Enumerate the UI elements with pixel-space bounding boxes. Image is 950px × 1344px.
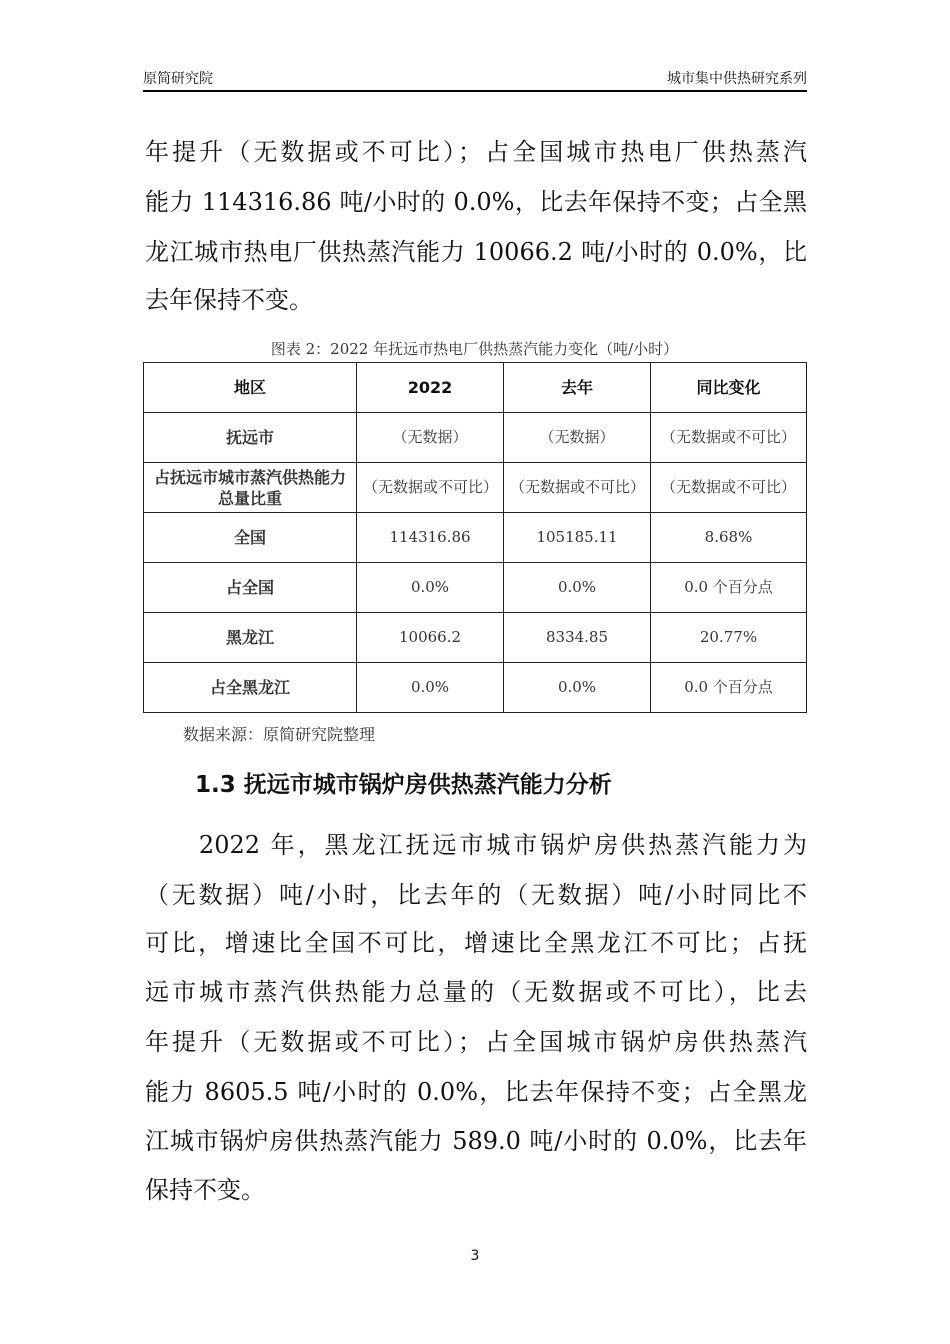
cell: 8334.85 (504, 613, 651, 663)
paragraph-line: 年提升（无数据或不可比）；占全国城市热电厂供热蒸汽 (145, 138, 807, 166)
table-row (144, 563, 807, 613)
table-row (144, 413, 807, 463)
table-header-row (144, 363, 807, 413)
cell: （无数据或不可比） (357, 463, 504, 513)
row-label: 占全黑龙江 (144, 663, 357, 713)
header-right: 城市集中供热研究系列 (667, 71, 807, 87)
cell: 0.0% (504, 563, 651, 613)
row-label: 抚远市 (144, 413, 357, 463)
paragraph-line: （无数据）吨/小时，比去年的（无数据）吨/小时同比不 (145, 881, 807, 909)
paragraph-line: 能力 8605.5 吨/小时的 0.0%，比去年保持不变；占全黑龙 (145, 1078, 807, 1106)
table-row (144, 613, 807, 663)
cell: （无数据或不可比） (651, 463, 807, 513)
paragraph-line: 远市城市蒸汽供热能力总量的（无数据或不可比），比去 (145, 978, 807, 1006)
paragraph-line: 龙江城市热电厂供热蒸汽能力 10066.2 吨/小时的 0.0%，比 (145, 238, 807, 266)
cell: （无数据） (357, 413, 504, 463)
column-header: 去年 (504, 363, 651, 413)
section-heading: 1.3 抚远市城市锅炉房供热蒸汽能力分析 (195, 772, 612, 798)
table-caption: 图表 2：2022 年抚远市热电厂供热蒸汽能力变化（吨/小时） (270, 340, 679, 358)
cell: 0.0% (357, 563, 504, 613)
paragraph-line: 保持不变。 (145, 1176, 265, 1204)
paragraph-line: 可比，增速比全国不可比，增速比全黑龙江不可比；占抚 (145, 929, 807, 957)
table-row (144, 513, 807, 563)
cell: 8.68% (651, 513, 807, 563)
paragraph-line: 2022 年，黑龙江抚远市城市锅炉房供热蒸汽能力为 (145, 831, 807, 859)
cell: 20.77% (651, 613, 807, 663)
paragraph-line: 年提升（无数据或不可比）；占全国城市锅炉房供热蒸汽 (145, 1028, 807, 1056)
cell: 0.0% (504, 663, 651, 713)
table-source: 数据来源：原简研究院整理 (183, 725, 376, 744)
cell: 10066.2 (357, 613, 504, 663)
table-row (144, 663, 807, 713)
cell: 0.0% (357, 663, 504, 713)
cell: 105185.11 (504, 513, 651, 563)
data-table (143, 362, 807, 713)
paragraph-line: 去年保持不变。 (145, 286, 313, 314)
header-left: 原简研究院 (143, 71, 213, 87)
column-header: 2022 (357, 363, 504, 413)
page-number: 3 (470, 1248, 480, 1264)
paragraph-line: 江城市锅炉房供热蒸汽能力 589.0 吨/小时的 0.0%，比去年 (145, 1127, 807, 1155)
table-row (144, 463, 807, 513)
paragraph-line: 能力 114316.86 吨/小时的 0.0%，比去年保持不变；占全黑 (145, 188, 807, 216)
row-label: 黑龙江 (144, 613, 357, 663)
column-header: 同比变化 (651, 363, 807, 413)
cell: 114316.86 (357, 513, 504, 563)
cell: （无数据） (504, 413, 651, 463)
row-label: 全国 (144, 513, 357, 563)
column-header: 地区 (144, 363, 357, 413)
page-header (143, 66, 807, 92)
row-label: 占抚远市城市蒸汽供热能力总量比重 (144, 463, 357, 513)
row-label: 占全国 (144, 563, 357, 613)
cell: （无数据或不可比） (651, 413, 807, 463)
cell: （无数据或不可比） (504, 463, 651, 513)
cell: 0.0 个百分点 (651, 663, 807, 713)
cell: 0.0 个百分点 (651, 563, 807, 613)
